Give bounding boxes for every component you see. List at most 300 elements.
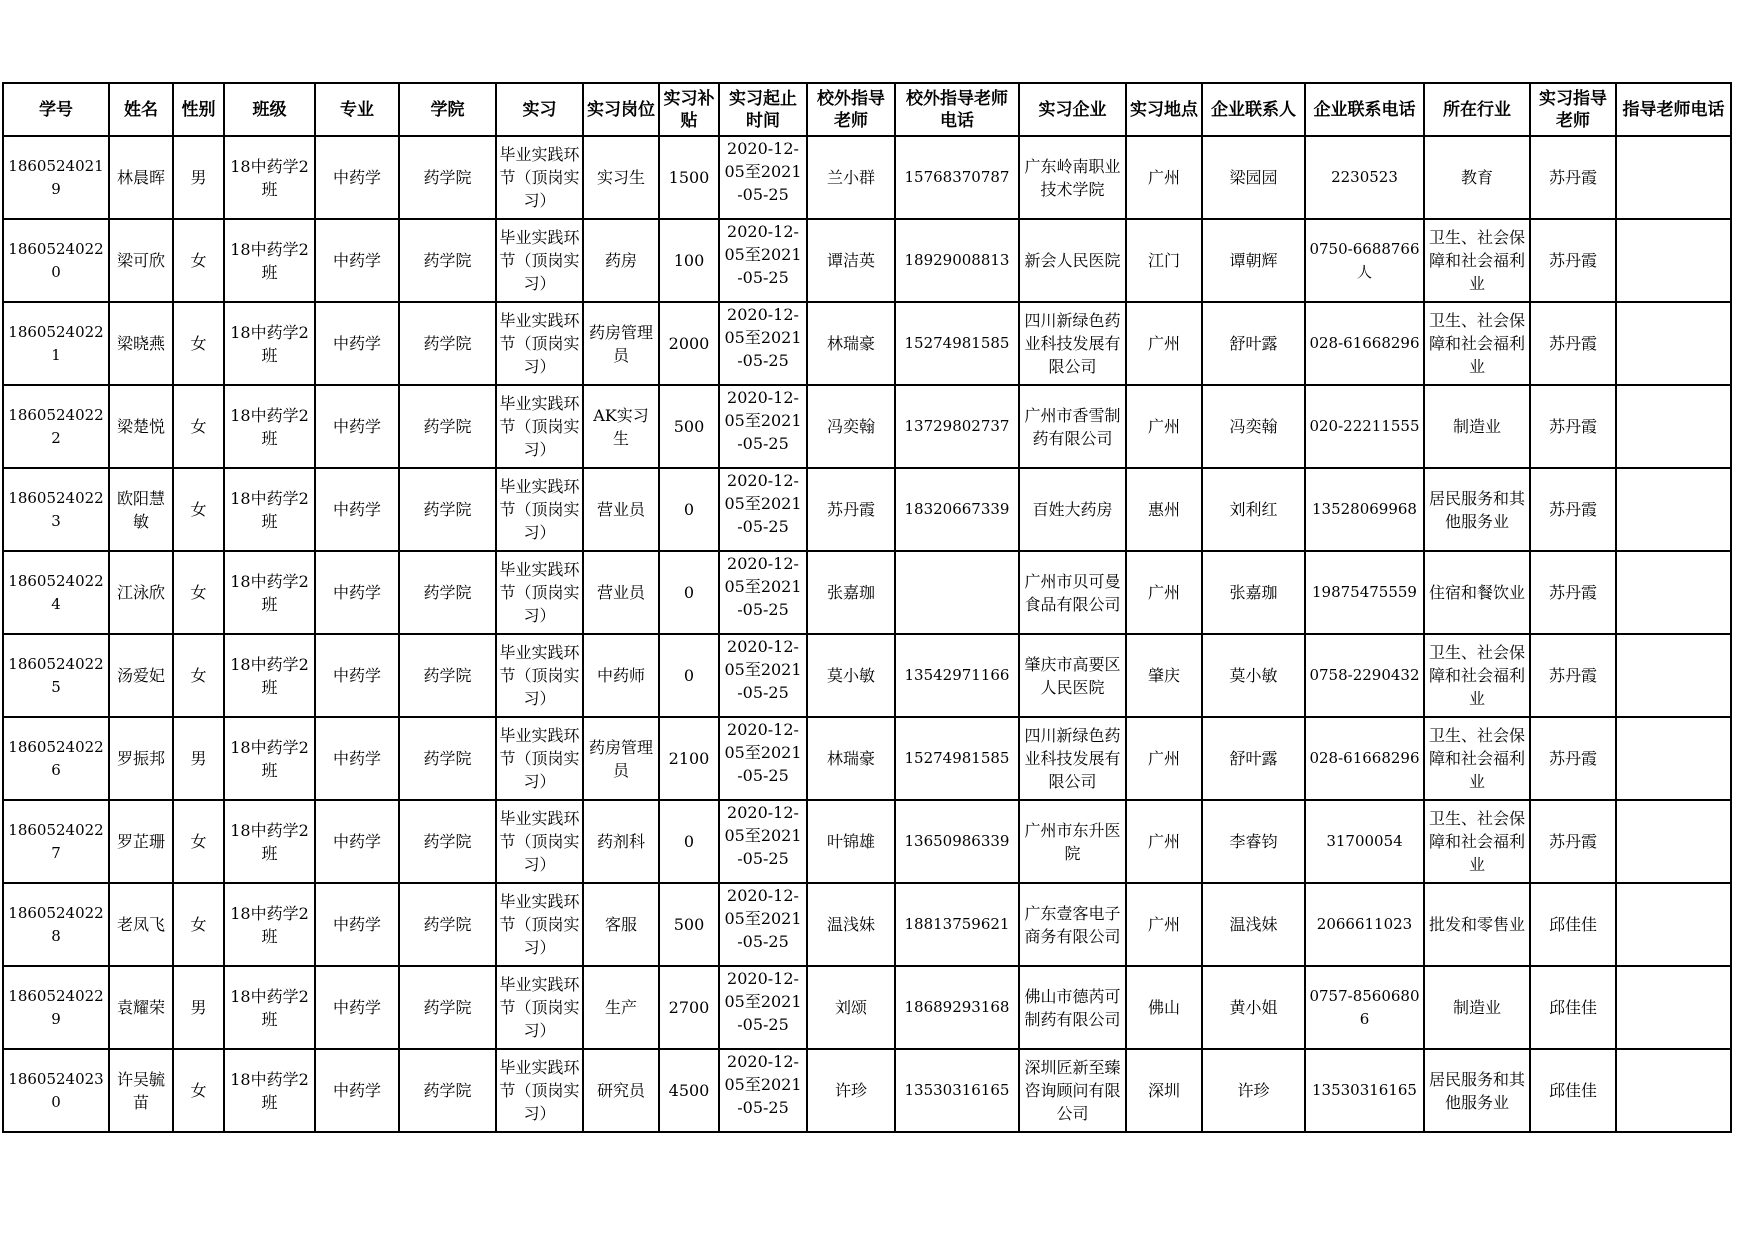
cell-text: 18605240223: [8, 488, 104, 530]
cell-text: 梁可欣: [116, 251, 165, 270]
cell-location: [1126, 468, 1202, 551]
cell-position: [583, 136, 659, 219]
cell-text: 500: [673, 915, 705, 934]
cell-text: 江泳欣: [116, 583, 165, 602]
cell-location: [1126, 219, 1202, 302]
cell-industry: [1424, 302, 1530, 385]
header-external-advisor-phone: 校外指导老师电话: [895, 83, 1019, 136]
cell-text: 2020-12-05至2021-05-25: [724, 471, 802, 536]
cell-gender: [173, 385, 224, 468]
cell-text: 2020-12-05至2021-05-25: [724, 720, 802, 785]
cell-text: 028-61668296: [1309, 334, 1420, 352]
cell-external-advisor-phone: [895, 468, 1019, 551]
cell-subsidy: [659, 966, 719, 1049]
cell-location: [1126, 136, 1202, 219]
cell-company: [1019, 551, 1126, 634]
cell-student-id: [3, 966, 109, 1049]
cell-name: [109, 302, 173, 385]
cell-internship-type: [496, 219, 583, 302]
cell-text: 0: [683, 500, 695, 519]
cell-gender: [173, 468, 224, 551]
cell-text: 18605240221: [8, 322, 104, 364]
cell-subsidy: [659, 1049, 719, 1132]
cell-company-phone: [1305, 634, 1424, 717]
cell-company-contact: [1202, 883, 1305, 966]
cell-text: 2020-12-05至2021-05-25: [724, 1052, 802, 1117]
cell-text: 中药学: [332, 998, 381, 1017]
cell-text: 叶锦雄: [826, 832, 875, 851]
cell-text: 中药学: [332, 666, 381, 685]
cell-text: 毕业实践环节（顶岗实习）: [499, 643, 580, 708]
cell-internship-advisor: [1530, 551, 1616, 634]
cell-external-advisor-phone: [895, 966, 1019, 1049]
cell-external-advisor: [807, 966, 895, 1049]
cell-internship-advisor: [1530, 468, 1616, 551]
cell-major: [315, 634, 399, 717]
cell-text: 18中药学2班: [230, 239, 309, 282]
cell-period: [719, 468, 807, 551]
cell-text: 18中药学2班: [230, 654, 309, 697]
cell-external-advisor: [807, 136, 895, 219]
cell-text: 女: [190, 666, 207, 685]
cell-class: [224, 966, 315, 1049]
cell-text: 4500: [668, 1081, 710, 1100]
cell-student-id: [3, 551, 109, 634]
cell-internship-advisor: [1530, 219, 1616, 302]
cell-text: 15274981585: [904, 334, 1010, 352]
cell-period: [719, 136, 807, 219]
cell-company: [1019, 302, 1126, 385]
cell-text: 毕业实践环节（顶岗实习）: [499, 809, 580, 874]
cell-text: 药学院: [423, 168, 472, 187]
cell-external-advisor: [807, 302, 895, 385]
cell-position: [583, 219, 659, 302]
cell-text: 中药学: [332, 915, 381, 934]
cell-text: 18中药学2班: [230, 322, 309, 365]
cell-text: 18中药学2班: [230, 571, 309, 614]
cell-text: 实习生: [596, 168, 645, 187]
cell-text: 广州: [1147, 749, 1180, 768]
cell-company: [1019, 1049, 1126, 1132]
cell-college: [399, 634, 496, 717]
cell-industry: [1424, 800, 1530, 883]
cell-text: 制造业: [1452, 998, 1501, 1017]
cell-company-contact: [1202, 551, 1305, 634]
cell-text: 广州市贝可曼食品有限公司: [1024, 571, 1121, 614]
cell-text: 居民服务和其他服务业: [1428, 488, 1525, 531]
cell-text: 广州: [1147, 832, 1180, 851]
cell-gender: [173, 634, 224, 717]
cell-text: 梁晓燕: [116, 334, 165, 353]
cell-major: [315, 468, 399, 551]
cell-major: [315, 717, 399, 800]
cell-name: [109, 136, 173, 219]
cell-text: 制造业: [1452, 417, 1501, 436]
cell-text: 百姓大药房: [1032, 500, 1113, 519]
cell-college: [399, 800, 496, 883]
header-internship-type: 实习: [496, 83, 583, 136]
cell-subsidy: [659, 717, 719, 800]
cell-college: [399, 717, 496, 800]
header-company: 实习企业: [1019, 83, 1126, 136]
cell-company-contact: [1202, 1049, 1305, 1132]
cell-text: 苏丹霞: [1548, 168, 1597, 187]
cell-text: 女: [190, 500, 207, 519]
cell-text: 500: [673, 417, 705, 436]
cell-text: 老凤飞: [116, 915, 165, 934]
cell-text: 2020-12-05至2021-05-25: [724, 803, 802, 868]
cell-text: 卫生、社会保障和社会福利业: [1428, 311, 1525, 376]
cell-text: 毕业实践环节（顶岗实习）: [499, 394, 580, 459]
table-row: [3, 883, 1731, 966]
cell-text: 苏丹霞: [1548, 749, 1597, 768]
cell-text: 药学院: [423, 915, 472, 934]
cell-text: 男: [190, 168, 207, 187]
cell-advisor-phone: [1616, 468, 1731, 551]
header-college: 学院: [399, 83, 496, 136]
cell-text: 2100: [668, 749, 710, 768]
cell-text: 营业员: [596, 500, 645, 519]
cell-text: 袁耀荣: [116, 998, 165, 1017]
cell-external-advisor: [807, 800, 895, 883]
header-student-id: 学号: [3, 83, 109, 136]
cell-gender: [173, 717, 224, 800]
cell-gender: [173, 966, 224, 1049]
cell-text: 毕业实践环节（顶岗实习）: [499, 560, 580, 625]
cell-text: 2020-12-05至2021-05-25: [724, 637, 802, 702]
cell-text: 梁楚悦: [116, 417, 165, 436]
cell-name: [109, 634, 173, 717]
cell-text: 冯奕翰: [1229, 417, 1278, 436]
cell-name: [109, 1049, 173, 1132]
cell-name: [109, 385, 173, 468]
cell-text: 林瑞豪: [826, 749, 875, 768]
cell-text: 13530316165: [1312, 1081, 1417, 1099]
cell-text: 黄小姐: [1229, 998, 1278, 1017]
cell-text: 毕业实践环节（顶岗实习）: [499, 1058, 580, 1123]
header-name: 姓名: [109, 83, 173, 136]
cell-industry: [1424, 1049, 1530, 1132]
cell-company-phone: [1305, 1049, 1424, 1132]
cell-location: [1126, 800, 1202, 883]
cell-text: 女: [190, 832, 207, 851]
cell-text: 药房管理员: [588, 322, 653, 365]
cell-period: [719, 385, 807, 468]
header-position: 实习岗位: [583, 83, 659, 136]
cell-class: [224, 219, 315, 302]
cell-location: [1126, 385, 1202, 468]
cell-text: 药学院: [423, 251, 472, 270]
table-row: [3, 800, 1731, 883]
cell-major: [315, 1049, 399, 1132]
cell-class: [224, 468, 315, 551]
cell-text: 梁园园: [1229, 168, 1278, 187]
cell-text: 1500: [668, 168, 710, 187]
table-row: [3, 136, 1731, 219]
cell-text: 药学院: [423, 1081, 472, 1100]
cell-internship-type: [496, 136, 583, 219]
cell-internship-type: [496, 634, 583, 717]
cell-text: 18320667339: [904, 500, 1010, 518]
cell-text: 江门: [1147, 251, 1180, 270]
cell-text: 女: [190, 1081, 207, 1100]
cell-text: 广东壹客电子商务有限公司: [1024, 903, 1121, 946]
cell-external-advisor-phone: [895, 883, 1019, 966]
cell-text: 18929008813: [904, 251, 1010, 269]
cell-period: [719, 302, 807, 385]
cell-text: 中药师: [596, 666, 645, 685]
cell-class: [224, 136, 315, 219]
cell-text: 13650986339: [904, 832, 1010, 850]
cell-company-contact: [1202, 634, 1305, 717]
cell-student-id: [3, 468, 109, 551]
cell-text: 广州: [1147, 915, 1180, 934]
cell-text: 中药学: [332, 832, 381, 851]
cell-text: 汤爱妃: [116, 666, 165, 685]
cell-text: 药学院: [423, 500, 472, 519]
cell-gender: [173, 219, 224, 302]
cell-company-phone: [1305, 136, 1424, 219]
cell-industry: [1424, 551, 1530, 634]
cell-company: [1019, 219, 1126, 302]
cell-external-advisor-phone: [895, 219, 1019, 302]
cell-advisor-phone: [1616, 883, 1731, 966]
cell-text: 苏丹霞: [1548, 832, 1597, 851]
cell-internship-advisor: [1530, 1049, 1616, 1132]
table-row: [3, 302, 1731, 385]
cell-company-phone: [1305, 800, 1424, 883]
cell-text: 0: [683, 832, 695, 851]
cell-student-id: [3, 634, 109, 717]
cell-college: [399, 468, 496, 551]
cell-company: [1019, 136, 1126, 219]
cell-class: [224, 385, 315, 468]
cell-text: 刘颂: [834, 998, 867, 1017]
cell-company-contact: [1202, 717, 1305, 800]
table-row: [3, 551, 1731, 634]
cell-text: 18605240222: [8, 405, 104, 447]
cell-internship-type: [496, 385, 583, 468]
cell-position: [583, 385, 659, 468]
cell-major: [315, 136, 399, 219]
cell-class: [224, 634, 315, 717]
cell-text: 15768370787: [904, 168, 1010, 186]
cell-internship-type: [496, 800, 583, 883]
cell-text: 0757-85606806: [1309, 986, 1420, 1028]
cell-text: 毕业实践环节（顶岗实习）: [499, 975, 580, 1040]
cell-industry: [1424, 136, 1530, 219]
cell-industry: [1424, 966, 1530, 1049]
cell-company: [1019, 966, 1126, 1049]
cell-location: [1126, 551, 1202, 634]
cell-text: 中药学: [332, 583, 381, 602]
cell-name: [109, 800, 173, 883]
cell-location: [1126, 1049, 1202, 1132]
cell-advisor-phone: [1616, 219, 1731, 302]
cell-text: 欧阳慧敏: [116, 488, 165, 531]
cell-text: 苏丹霞: [1548, 666, 1597, 685]
cell-text: 广州: [1147, 583, 1180, 602]
cell-text: 中药学: [332, 251, 381, 270]
cell-text: 四川新绿色药业科技发展有限公司: [1024, 311, 1121, 376]
cell-external-advisor: [807, 468, 895, 551]
cell-text: 刘利红: [1229, 500, 1278, 519]
cell-text: 毕业实践环节（顶岗实习）: [499, 892, 580, 957]
cell-advisor-phone: [1616, 551, 1731, 634]
cell-external-advisor: [807, 1049, 895, 1132]
cell-text: 生产: [604, 998, 637, 1017]
cell-internship-advisor: [1530, 966, 1616, 1049]
cell-subsidy: [659, 302, 719, 385]
cell-company: [1019, 468, 1126, 551]
cell-text: 18605240227: [8, 820, 104, 862]
cell-text: 许珍: [834, 1081, 867, 1100]
cell-text: 苏丹霞: [826, 500, 875, 519]
cell-text: 温浅妹: [1229, 915, 1278, 934]
cell-position: [583, 302, 659, 385]
cell-text: 广州: [1147, 417, 1180, 436]
cell-text: 13729802737: [904, 417, 1010, 435]
cell-position: [583, 717, 659, 800]
cell-text: 林瑞豪: [826, 334, 875, 353]
cell-text: 莫小敏: [826, 666, 875, 685]
cell-text: 药学院: [423, 666, 472, 685]
cell-text: 2066611023: [1316, 915, 1413, 933]
cell-text: 广州: [1147, 334, 1180, 353]
cell-text: 18中药学2班: [230, 156, 309, 199]
cell-text: 100: [673, 251, 705, 270]
cell-subsidy: [659, 385, 719, 468]
table-row: [3, 634, 1731, 717]
cell-text: 张嘉珈: [826, 583, 875, 602]
cell-gender: [173, 551, 224, 634]
cell-internship-advisor: [1530, 634, 1616, 717]
cell-text: 13530316165: [904, 1081, 1010, 1099]
cell-position: [583, 966, 659, 1049]
cell-text: 18689293168: [904, 998, 1010, 1016]
cell-company: [1019, 800, 1126, 883]
header-external-advisor: 校外指导老师: [807, 83, 895, 136]
cell-advisor-phone: [1616, 136, 1731, 219]
cell-college: [399, 551, 496, 634]
cell-industry: [1424, 219, 1530, 302]
cell-text: 营业员: [596, 583, 645, 602]
cell-text: 罗芷珊: [116, 832, 165, 851]
cell-external-advisor-phone: [895, 1049, 1019, 1132]
cell-position: [583, 1049, 659, 1132]
cell-text: 谭洁英: [826, 251, 875, 270]
cell-major: [315, 800, 399, 883]
cell-text: 18中药学2班: [230, 903, 309, 946]
cell-text: 药学院: [423, 749, 472, 768]
cell-college: [399, 966, 496, 1049]
cell-text: 许吴毓苗: [116, 1069, 165, 1112]
cell-text: 批发和零售业: [1428, 915, 1525, 934]
cell-name: [109, 883, 173, 966]
cell-position: [583, 468, 659, 551]
cell-internship-advisor: [1530, 883, 1616, 966]
cell-student-id: [3, 717, 109, 800]
cell-text: 冯奕翰: [826, 417, 875, 436]
cell-text: 舒叶露: [1229, 334, 1278, 353]
cell-text: 肇庆市高要区人民医院: [1024, 654, 1121, 697]
table-row: [3, 468, 1731, 551]
cell-text: 中药学: [332, 417, 381, 436]
cell-text: 19875475559: [1312, 583, 1417, 601]
cell-text: 028-61668296: [1309, 749, 1420, 767]
cell-text: 2020-12-05至2021-05-25: [724, 305, 802, 370]
cell-period: [719, 1049, 807, 1132]
cell-text: 佛山: [1147, 998, 1180, 1017]
header-major: 专业: [315, 83, 399, 136]
cell-subsidy: [659, 551, 719, 634]
cell-period: [719, 800, 807, 883]
cell-text: 药学院: [423, 832, 472, 851]
cell-company-contact: [1202, 966, 1305, 1049]
table-body: [3, 136, 1731, 1132]
cell-subsidy: [659, 800, 719, 883]
cell-company-phone: [1305, 551, 1424, 634]
cell-text: 18中药学2班: [230, 405, 309, 448]
cell-major: [315, 966, 399, 1049]
cell-internship-type: [496, 1049, 583, 1132]
cell-text: 毕业实践环节（顶岗实习）: [499, 477, 580, 542]
cell-text: 许珍: [1237, 1081, 1270, 1100]
cell-text: 居民服务和其他服务业: [1428, 1069, 1525, 1112]
cell-industry: [1424, 883, 1530, 966]
cell-advisor-phone: [1616, 302, 1731, 385]
cell-text: 药学院: [423, 417, 472, 436]
cell-company-contact: [1202, 302, 1305, 385]
cell-student-id: [3, 800, 109, 883]
cell-text: 女: [190, 915, 207, 934]
cell-student-id: [3, 219, 109, 302]
cell-external-advisor: [807, 717, 895, 800]
cell-text: 毕业实践环节（顶岗实习）: [499, 145, 580, 210]
cell-location: [1126, 966, 1202, 1049]
cell-internship-type: [496, 302, 583, 385]
cell-company-contact: [1202, 385, 1305, 468]
cell-text: 邱佳佳: [1548, 1081, 1597, 1100]
cell-text: 2020-12-05至2021-05-25: [724, 388, 802, 453]
cell-text: 13542971166: [904, 666, 1010, 684]
cell-text: 卫生、社会保障和社会福利业: [1428, 726, 1525, 791]
cell-text: 女: [190, 334, 207, 353]
cell-text: 18中药学2班: [230, 1069, 309, 1112]
cell-text: 药学院: [423, 998, 472, 1017]
cell-text: 0: [683, 666, 695, 685]
cell-text: 苏丹霞: [1548, 251, 1597, 270]
cell-company: [1019, 634, 1126, 717]
cell-name: [109, 717, 173, 800]
cell-text: 教育: [1460, 168, 1493, 187]
cell-company-phone: [1305, 219, 1424, 302]
cell-position: [583, 551, 659, 634]
cell-text: 药学院: [423, 583, 472, 602]
cell-location: [1126, 883, 1202, 966]
cell-class: [224, 551, 315, 634]
cell-text: 0: [683, 583, 695, 602]
cell-location: [1126, 634, 1202, 717]
cell-advisor-phone: [1616, 966, 1731, 1049]
cell-text: 住宿和餐饮业: [1428, 583, 1525, 602]
cell-company-contact: [1202, 800, 1305, 883]
header-subsidy: 实习补贴: [659, 83, 719, 136]
cell-advisor-phone: [1616, 1049, 1731, 1132]
cell-class: [224, 302, 315, 385]
cell-internship-advisor: [1530, 385, 1616, 468]
cell-company-contact: [1202, 136, 1305, 219]
